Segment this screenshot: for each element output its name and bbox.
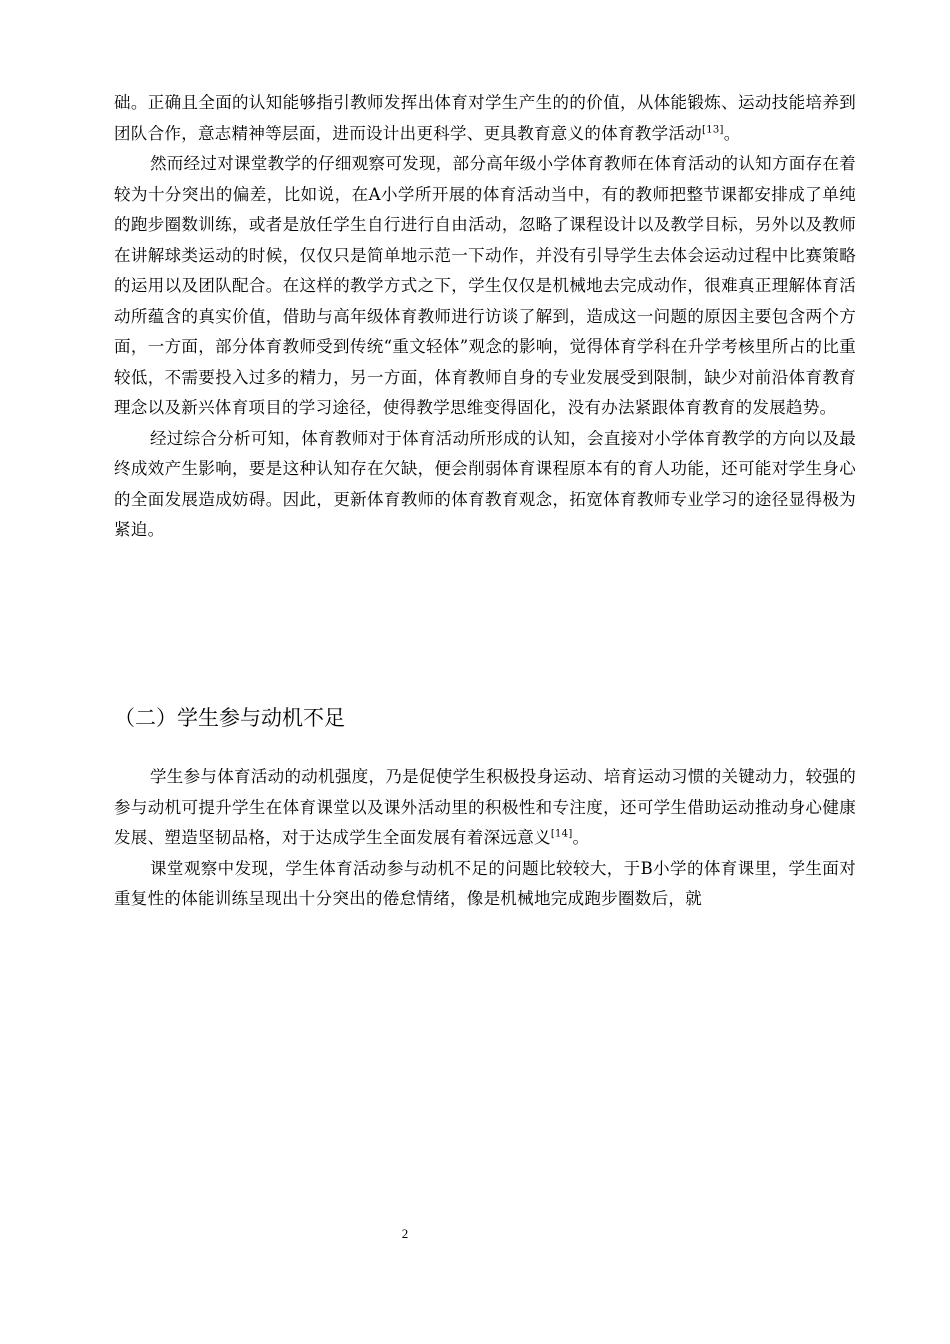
paragraph: 学生参与体育活动的动机强度，乃是促使学生积极投身运动、培育运动习惯的关键动力，较强的参与动机可提升学生在体育课堂以及课外活动里的积极性和专注度，还可学生借助运动推动身心健康发展、塑造坚韧品格，对于达成学生全面发展有着深远意义[14]。 [114, 767, 856, 847]
paragraph: 础。正确且全面的认知能够指引教师发挥出体育对学生产生的的价值，从体能锻炼、运动技能培养到团队合作，意志精神等层面，进而设计出更科学、更具教育意义的体育教学活动[13]。 [114, 93, 856, 143]
citation: [13] [702, 124, 724, 135]
paragraph: 经过综合分析可知，体育教师对于体育活动所形成的认知，会直接对小学体育教学的方向以及最终成效产生影响，要是这种认知存在欠缺，便会削弱体育课程原本有的育人功能，还可能对学生身心的全面发展造成妨碍。因此，更新体育教师的体育教育观念，拓宽体育教师专业学习的途径显得极为紧迫。 [114, 428, 856, 539]
body-text-bottom [114, 762, 856, 915]
paragraph: 然而经过对课堂教学的仔细观察可发现，部分高年级小学体育教师在体育活动的认知方面存在着较为十分突出的偏差，比如说，在A小学所开展的体育活动当中，有的教师把整节课都安排成了单纯的跑步圈数训练，或者是放任学生自行进行自由活动，忽略了课程设计以及教学目标，另外以及教师在讲解球类运动的时候，仅仅只是简单地示范一下动作，并没有引导学生去体会运动过程中比赛策略的运用以及团队配合。在这样的教学方式之下，学生仅仅是机械地去完成动作，很难真正理解体育活动所蕴含的真实价值，借助与高年级体育教师进行访谈了解到，造成这一问题的原因主要包含两个方面，一方面，部分体育教师受到传统“重文轻体”观念的影响，觉得体育学科在升学考核里所占的比重较低，不需要投入过多的精力，另一方面，体育教师自身的专业发展受到限制，缺少对前沿体育教育理念以及新兴体育项目的学习途径，使得教学思维变得固化，没有办法紧跟体育教育的发展趋势。 [114, 154, 856, 417]
section-heading: （二）学生参与动机不足 [114, 706, 345, 730]
page-number: 2 [401, 1226, 409, 1241]
citation: [14] [550, 828, 573, 840]
paragraph: 课堂观察中发现，学生体育活动参与动机不足的问题比较较大，于B小学的体育课里，学生面对重复性的体能训练呈现出十分突出的倦怠情绪，像是机械地完成跑步圈数后，就 [114, 858, 856, 908]
body-text-top [114, 88, 856, 546]
